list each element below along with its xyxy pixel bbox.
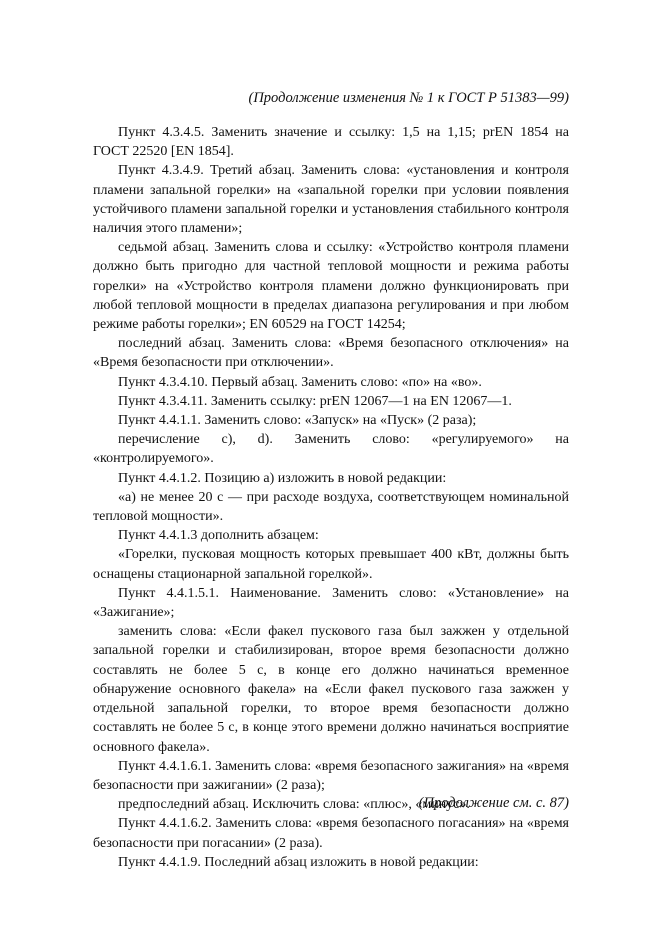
- running-header: (Продолжение изменения № 1 к ГОСТ Р 51383—99): [248, 90, 569, 106]
- paragraph: Пункт 4.4.1.6.1. Заменить слова: «время безопасного зажигания» на «время безопасности при зажигании» (2 раза);: [93, 758, 569, 793]
- paragraph: Пункт 4.3.4.11. Заменить ссылку: prEN 12067—1 на EN 12067—1.: [118, 393, 512, 409]
- paragraph: Пункт 4.4.1.9. Последний абзац изложить в новой редакции:: [118, 854, 479, 870]
- paragraph: Пункт 4.4.1.6.2. Заменить слова: «время безопасного погасания» на «время безопасности при погасании» (2 раза).: [93, 816, 569, 851]
- paragraph: последний абзац. Заменить слова: «Время безопасного отключения» на «Время безопасности при отключении».: [93, 336, 569, 371]
- paragraph: Пункт 4.3.4.10. Первый абзац. Заменить слово: «по» на «во».: [118, 374, 482, 390]
- amendment-text: [93, 123, 569, 872]
- paragraph: Пункт 4.4.1.3 дополнить абзацем:: [118, 528, 319, 544]
- paragraph: Пункт 4.3.4.5. Заменить значение и ссылку: 1,5 на 1,15; prEN 1854 на ГОСТ 22520 [EN 1854].: [93, 125, 569, 160]
- paragraph: Пункт 4.3.4.9. Третий абзац. Заменить слова: «установления и контроля пламени запальной горелки» на «запальной горелки при условии появления устойчивого пламени запальной горелки и установления стабильного контроля наличия этого пламени»;: [93, 163, 569, 237]
- paragraph: Пункт 4.4.1.5.1. Наименование. Заменить слово: «Установление» на «Зажигание»;: [93, 585, 569, 621]
- paragraph: седьмой абзац. Заменить слова и ссылку: «Устройство контроля пламени должно быть пригодно для частной тепловой мощности и режима работы горелки» на «Устройство контроля пламени должно функционировать при любой тепловой мощности в пределах диапазона регулирования и при любом режиме работы горелки»; EN 60529 на ГОСТ 14254;: [93, 240, 569, 333]
- paragraph: заменить слова: «Если факел пускового газа был зажжен у отдельной запальной горелки и стабилизирован, второе время безопасности должно составлять не более 5 с, в конце его должно начинаться временное обнаружение основного факела» на «Если факел пускового газа зажжен у отдельной запальной горелки, то второе время безопасности должно составлять не более 5 с, в конце этого времени должно начинаться восприятие основного факела».: [93, 624, 569, 755]
- paragraph: Пункт 4.4.1.2. Позицию а) изложить в новой редакции:: [118, 470, 447, 486]
- paragraph: «а) не менее 20 с — при расходе воздуха, соответствующем номинальной тепловой мощности».: [93, 489, 569, 525]
- paragraph: перечисление с), d). Заменить слово: «регулируемого» на «контролируемого».: [93, 432, 569, 467]
- continuation-note: (Продолжение см. с. 87): [418, 795, 569, 811]
- paragraph: предпоследний абзац. Исключить слова: «плюс», «минус».: [118, 797, 470, 813]
- paragraph: «Горелки, пусковая мощность которых превышает 400 кВт, должны быть оснащены стационарной запальной горелкой».: [93, 547, 569, 582]
- paragraph: Пункт 4.4.1.1. Заменить слово: «Запуск» на «Пуск» (2 раза);: [118, 413, 477, 429]
